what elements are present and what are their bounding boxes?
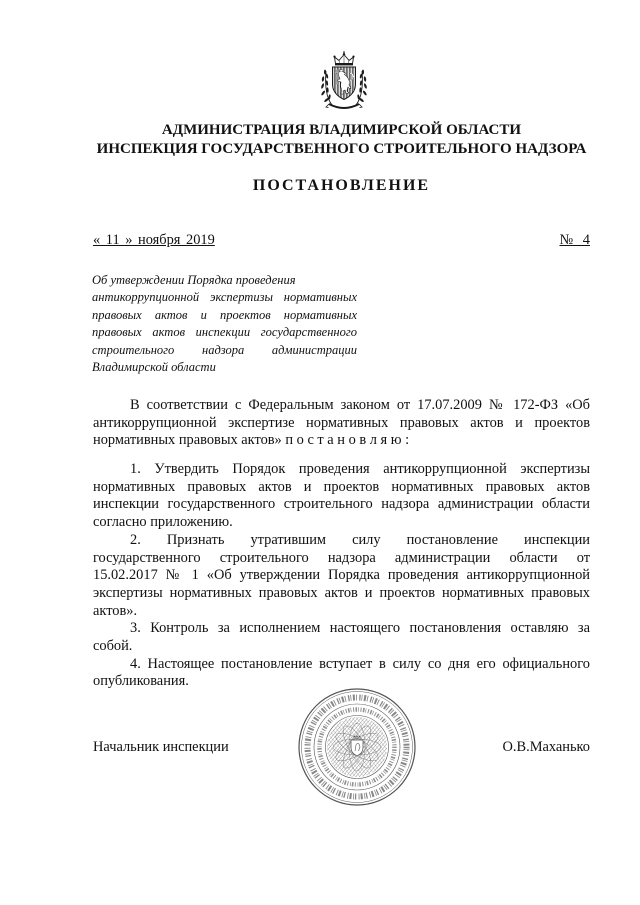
preamble-line: нормативных правовых актов» п о с т а н о в л я ю : [93, 432, 410, 449]
item-line: 2. Признать утратившим силу постановление инспекции [130, 531, 590, 548]
item-line: экспертизы нормативных правовых актов и проектов нормативных правовых [93, 584, 590, 601]
item-3-paragraph [93, 620, 590, 655]
preamble-paragraph [93, 397, 590, 450]
subject-line: строительного надзора администрации [92, 342, 357, 357]
item-1-paragraph [93, 461, 590, 532]
item-line: государственного строительного надзора администрации области от [93, 549, 590, 566]
item-line: опубликования. [93, 673, 189, 690]
subject-line: Об утверждении Порядка проведения [92, 273, 296, 287]
item-line: 4. Настоящее постановление вступает в силу со дня его официального [130, 655, 590, 672]
item-line: актов». [93, 602, 138, 619]
item-line: 15.02.2017 № 1 «Об утверждении Порядка проведения антикоррупционной [93, 567, 590, 584]
item-line: инспекции государственного строительного надзора администрации области [93, 496, 590, 513]
subject-line: правовых актов инспекции государственного [92, 325, 357, 340]
item-line: 3. Контроль за исполнением настоящего постановления оставляю за [130, 620, 590, 637]
resolution-items [93, 461, 590, 691]
subject-line: правовых актов и проектов нормативных [92, 307, 357, 322]
preamble-line: В соответствии с Федеральным законом от 17.07.2009 № 172-ФЗ «Об [130, 397, 590, 413]
item-line: нормативных правовых актов и проектов нормативных правовых актов [93, 478, 590, 495]
coat-of-arms-icon [316, 51, 372, 115]
department-name: ИНСПЕКЦИЯ ГОСУДАРСТВЕННОГО СТРОИТЕЛЬНОГО НАДЗОРА [96, 141, 587, 157]
subject-line: Владимирской области [92, 360, 216, 375]
document-number: № 4 [559, 232, 590, 248]
document-type: ПОСТАНОВЛЕНИЕ [252, 177, 431, 194]
document-date: « 11 » ноября 2019 [93, 232, 215, 248]
organization-header [93, 121, 590, 159]
organization-name: АДМИНИСТРАЦИЯ ВЛАДИМИРСКОЙ ОБЛАСТИ [161, 122, 522, 138]
item-line: собой. [93, 638, 133, 655]
subject-line: антикоррупционной экспертизы нормативных [92, 290, 357, 305]
signatory-name: О.В.Маханько [502, 739, 590, 755]
document-subject [92, 272, 357, 376]
preamble-line: антикоррупционной экспертизе нормативных правовых актов и проектов [93, 414, 590, 431]
round-seal-icon [296, 686, 418, 808]
item-2-paragraph [93, 532, 590, 621]
signatory-position: Начальник инспекции [93, 739, 229, 755]
item-line: согласно приложению. [93, 514, 233, 531]
item-line: 1. Утвердить Порядок проведения антикоррупционной экспертизы [130, 461, 590, 477]
